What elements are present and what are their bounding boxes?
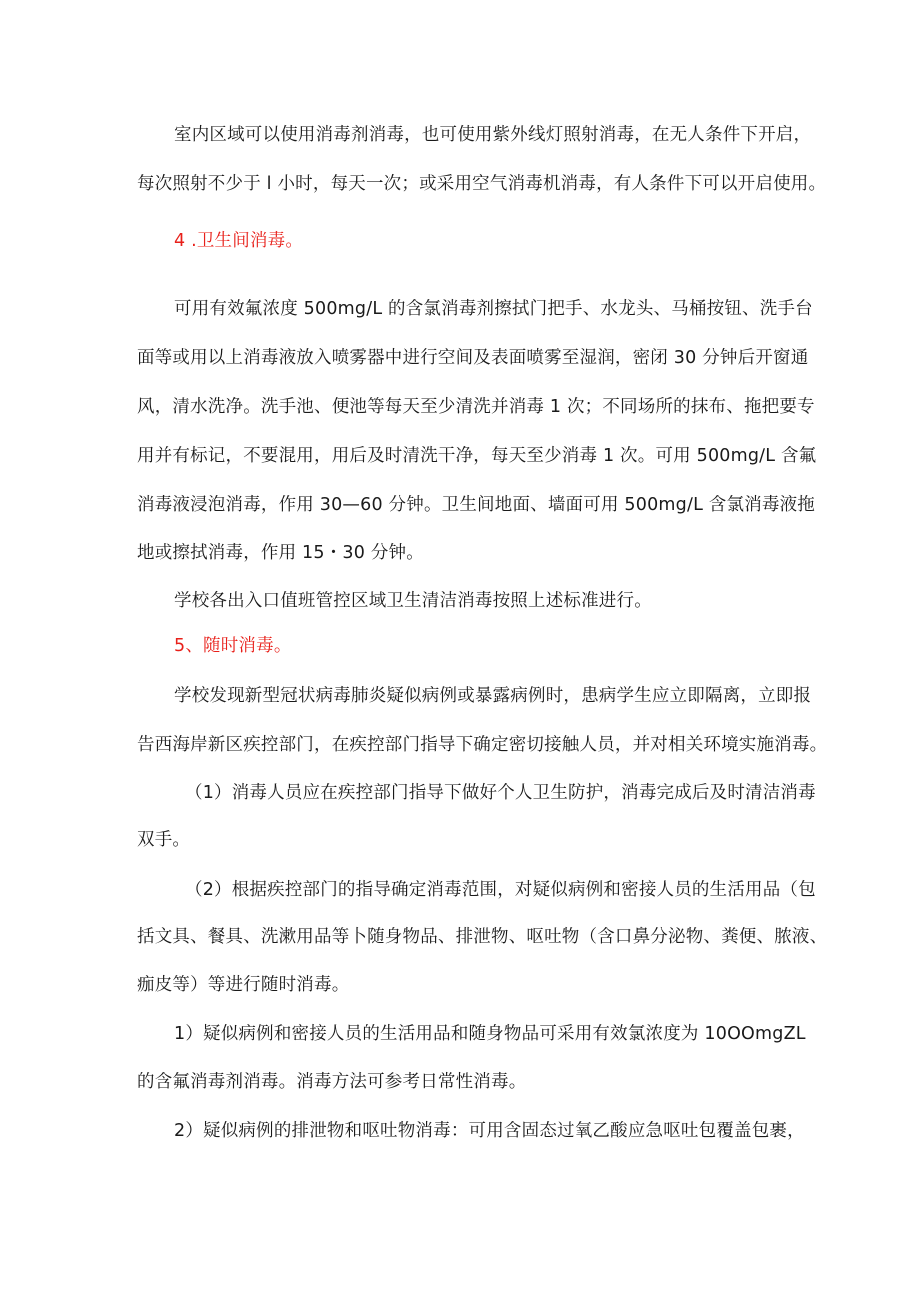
paragraph-line: 的含氟消毒剂消毒。消毒方法可参考日常性消毒。 xyxy=(137,1072,527,1092)
paragraph-line: 消毒液浸泡消毒，作用 30—60 分钟。卫生间地面、墙面可用 500mg∕L 含氯消毒液拖 xyxy=(137,495,815,515)
paragraph-line: 双手。 xyxy=(137,830,191,850)
paragraph-line: 风，清水洗净。洗手池、便池等每天至少清洗并消毒 1 次；不同场所的抹布、拖把要专 xyxy=(137,397,815,417)
paragraph-line: （1）消毒人员应在疾控部门指导下做好个人卫生防护，消毒完成后及时清洁消毒 xyxy=(185,783,816,803)
paragraph-line: 室内区域可以使用消毒剂消毒，也可使用紫外线灯照射消毒，在无人条件下开启， xyxy=(174,125,812,145)
paragraph-line: 括文具、餐具、洗漱用品等卜随身物品、排泄物、呕吐物（含口鼻分泌物、粪便、脓液、 xyxy=(137,927,828,947)
paragraph-line: 学校发现新型冠状病毒肺炎疑似病例或暴露病例时，患病学生应立即隔离，立即报 xyxy=(174,686,812,706)
paragraph-line: 2）疑似病例的排泄物和呕吐物消毒：可用含固态过氧乙酸应急呕吐包覆盖包裹， xyxy=(174,1121,805,1141)
paragraph-line: 学校各出入口值班管控区域卫生清洁消毒按照上述标准进行。 xyxy=(174,591,652,611)
paragraph-line: 面等或用以上消毒液放入喷雾器中进行空间及表面喷雾至湿润，密闭 30 分钟后开窗通 xyxy=(137,348,809,368)
paragraph-line: 告西海岸新区疾控部门，在疾控部门指导下确定密切接触人员，并对相关环境实施消毒。 xyxy=(137,735,828,755)
paragraph-line: 每次照射不少于 l 小时，每天一次；或采用空气消毒机消毒，有人条件下可以开启使用。 xyxy=(137,174,827,194)
section-heading-4: 4 .卫生间消毒。 xyxy=(174,231,304,251)
section-heading-5: 5、随时消毒。 xyxy=(174,636,292,656)
paragraph-line: 痂皮等）等进行随时消毒。 xyxy=(137,975,350,995)
paragraph-line: 1）疑似病例和密接人员的生活用品和随身物品可采用有效氯浓度为 10OOmgZL xyxy=(174,1024,806,1044)
paragraph-line: （2）根据疾控部门的指导确定消毒范围，对疑似病例和密接人员的生活用品（包 xyxy=(185,880,816,900)
paragraph-line: 用并有标记，不要混用，用后及时清洗干净，每天至少消毒 1 次。可用 500mg∕L 含氟 xyxy=(137,446,817,466)
paragraph-line: 地或擦拭消毒，作用 15・30 分钟。 xyxy=(137,543,424,563)
paragraph-line: 可用有效氟浓度 500mg/L 的含氯消毒剂擦拭门把手、水龙头、马桶按钮、洗手台 xyxy=(174,299,813,319)
